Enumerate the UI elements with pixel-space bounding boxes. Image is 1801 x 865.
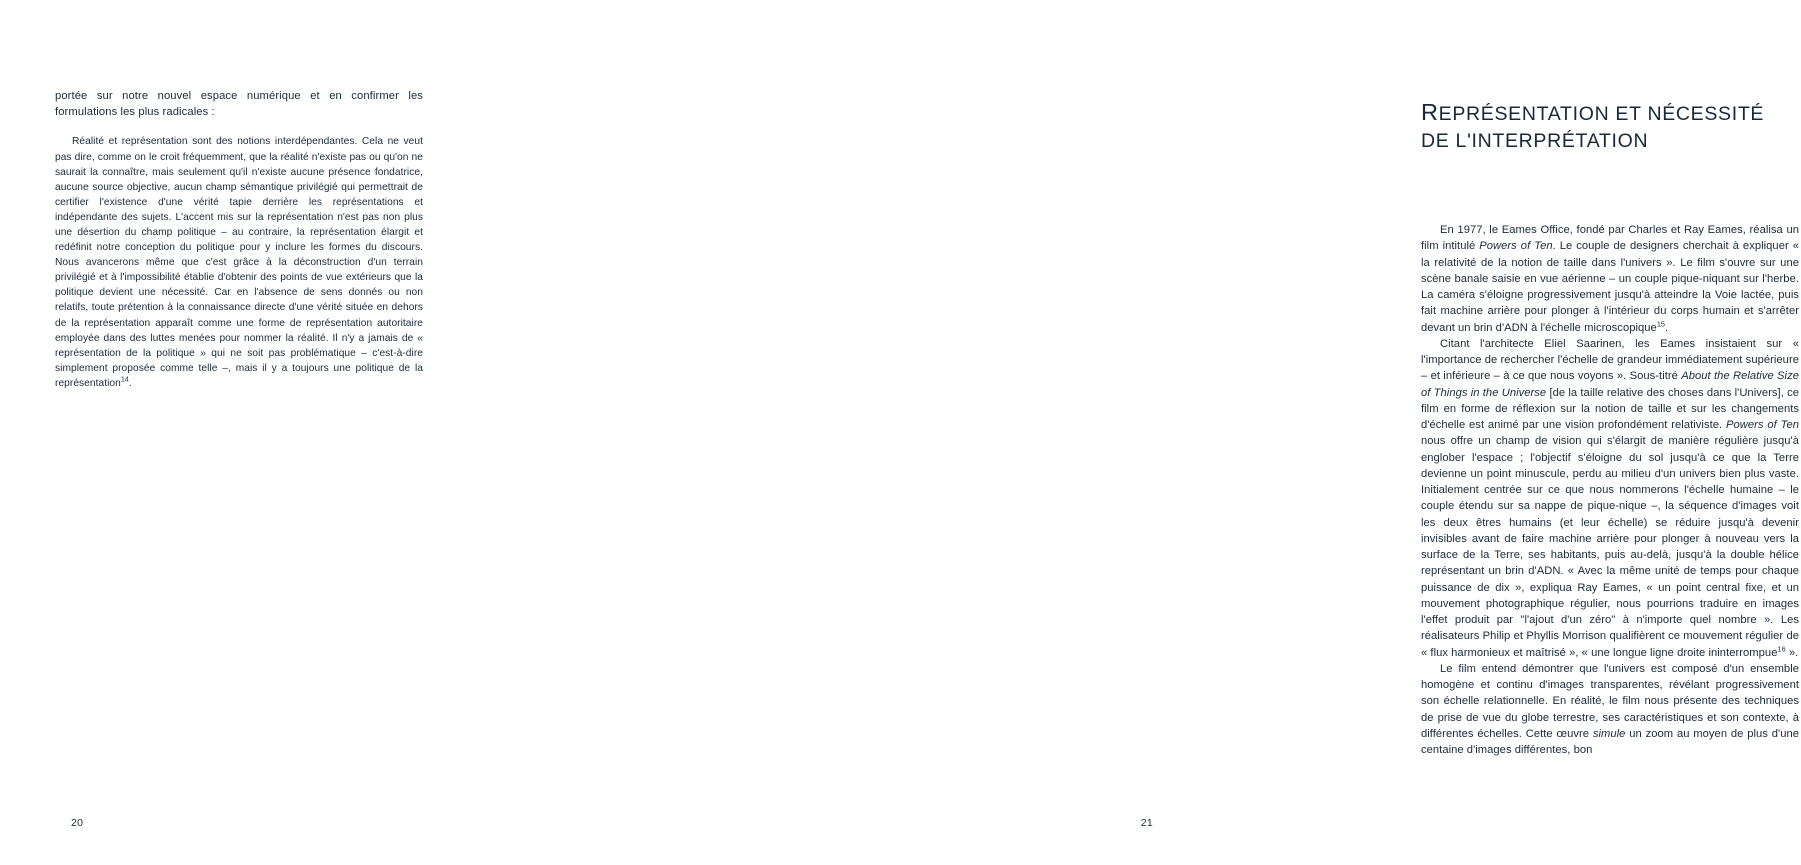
text-run: . Le couple de designers cherchait à expliquer « la relativité de la notion de taille dans l'univers ». Le film s'ouvre sur une scène banale saisie en vue aérienne – un couple pique-niquant sur l'herbe. La caméra s'éloigne progressivement jusqu'à atteindre la Voie lactée, puis fait machine arrière pour plonger à l'intérieur du corps humain et s'arrêter devant un brin d'ADN à l'échelle microscopique: [1421, 240, 1799, 334]
chapter-title-line-1-rest: EPRÉSENTATION ET NÉCESSITÉ: [1438, 103, 1765, 126]
italic-run: About the Relative Size of Things in the Universe: [1421, 370, 1799, 399]
left-page: [0, 0, 613, 865]
quote-end: .: [128, 377, 132, 389]
footnote-marker-14: 14: [120, 375, 129, 384]
italic-run: simule: [1592, 727, 1626, 740]
right-page: [613, 0, 1800, 865]
text-run: ».: [1785, 646, 1799, 659]
chapter-title-line-1: [1421, 99, 1801, 128]
footnote-marker-15: 15: [1656, 318, 1666, 328]
body-paragraph-1: [1421, 222, 1799, 336]
quote-text: Réalité et représentation sont des notions interdépendantes. Cela ne veut pas dire, comme on le croit fréquemment, que la réalité n'existe pas ou qu'on ne saurait la connaître, mais seulement qu'il n'existe aucune présence fondatrice, aucune source objective, aucun champ sémantique privilégié qui permettrait de certifier l'existence d'une vérité tapie derrière les représentations et indépendante des sujets. L'accent mis sur la représentation n'est pas non plus une désertion du champ politique – au contraire, la représentation élargit et redéfinit notre conception du politique pour y inclure les formes du discours. Nous avancerons même que c'est grâce à la déconstruction d'un terrain privilégié et à l'impossibilité établie d'obtenir des points de vue extérieurs que la politique devient une nécessité. Car en l'absence de sens donnés ou non relatifs, toute prétention à la connaissance directe d'une vérité située en dehors de la représentation apparaît comme une forme de représentation autoritaire employée dans des luttes menées pour nommer la réalité. Il n'y a jamais de « représentation de la politique » qui ne soit pas problématique – c'est-à-dire simplement proposée comme telle –, mais il y a toujours une politique de la représentation: [55, 136, 423, 389]
text-run: Citant l'architecte Eliel Saarinen, les Eames insistaient sur « l'importance de rechercher l'échelle de grandeur immédiatement supérieure – et inférieure – à ce que nous voyons ». Sous-titré: [1421, 337, 1799, 383]
folio-right: 21: [1140, 817, 1153, 829]
chapter-title-line-2: DE L'INTERPRÉTATION: [1421, 130, 1649, 153]
text-run: .: [1665, 321, 1669, 334]
body-paragraph-3: [1421, 661, 1799, 759]
text-run: [de la taille relative des choses dans l'Univers], ce film en forme de réflexion sur la notion de taille et sur les changements d'échelle est animé par une vision profondément relativiste.: [1421, 386, 1799, 431]
italic-run: Powers of Ten: [1725, 419, 1800, 431]
block-quote: [55, 134, 423, 391]
italic-run: Powers of Ten: [1479, 240, 1553, 253]
body-paragraph-2: [1421, 336, 1799, 661]
right-text-column: [1421, 222, 1799, 758]
text-run: En 1977, le Eames Office, fondé par Charles et Ray Eames, réalisa un film intitulé: [1421, 224, 1799, 253]
chapter-title: [1421, 99, 1801, 155]
text-run: Le film entend démontrer que l'univers est composé d'un ensemble homogène et continu d'images transparentes, révélant progressivement son échelle relationnelle. En réalité, le film nous présente des techniques de prise de vue du globe terrestre, ses caractéristiques et son contexte, à différentes échelles. Cette œuvre: [1421, 662, 1799, 740]
folio-left: 20: [71, 817, 84, 829]
text-run: un zoom au moyen de plus d'une centaine d'images différentes, bon: [1421, 727, 1799, 756]
lead-paragraph: portée sur notre nouvel espace numérique et en confirmer les formulations les plus radicales :: [55, 90, 423, 119]
chapter-title-dropcap: R: [1421, 99, 1439, 126]
footnote-marker-16: 16: [1777, 643, 1786, 653]
left-text-column: [55, 88, 423, 391]
text-run: nous offre un champ de vision qui s'élargit de manière régulière jusqu'à englober l'espace ; l'objectif s'éloigne du sol jusqu'à ce que la Terre devienne un point minuscule, perdu au milieu d'un univers bien plus vaste. Initialement centrée sur ce que nous nommerons l'échelle humaine – le couple étendu sur sa nappe de pique-nique –, la séquence d'images voit les deux êtres humains (et leur échelle) se réduire jusqu'à devenir invisibles avant de faire machine arrière pour plonger à nouveau vers la surface de la Terre, ses habitants, puis au-delà, jusqu'à la double hélice représentant un brin d'ADN. « Avec la même unité de temps pour chaque puissance de dix », expliqua Ray Eames, « un point central fixe, et un mouvement photographique régulier, nous pourrions traduire en images l'effet produit par "l'ajout d'un zéro" à n'importe quel nombre ». Les réalisateurs Philip et Phyllis Morrison qualifièrent ce mouvement régulier de « flux harmonieux et maîtrisé », « une longue ligne droite ininterrompue: [1421, 435, 1799, 659]
